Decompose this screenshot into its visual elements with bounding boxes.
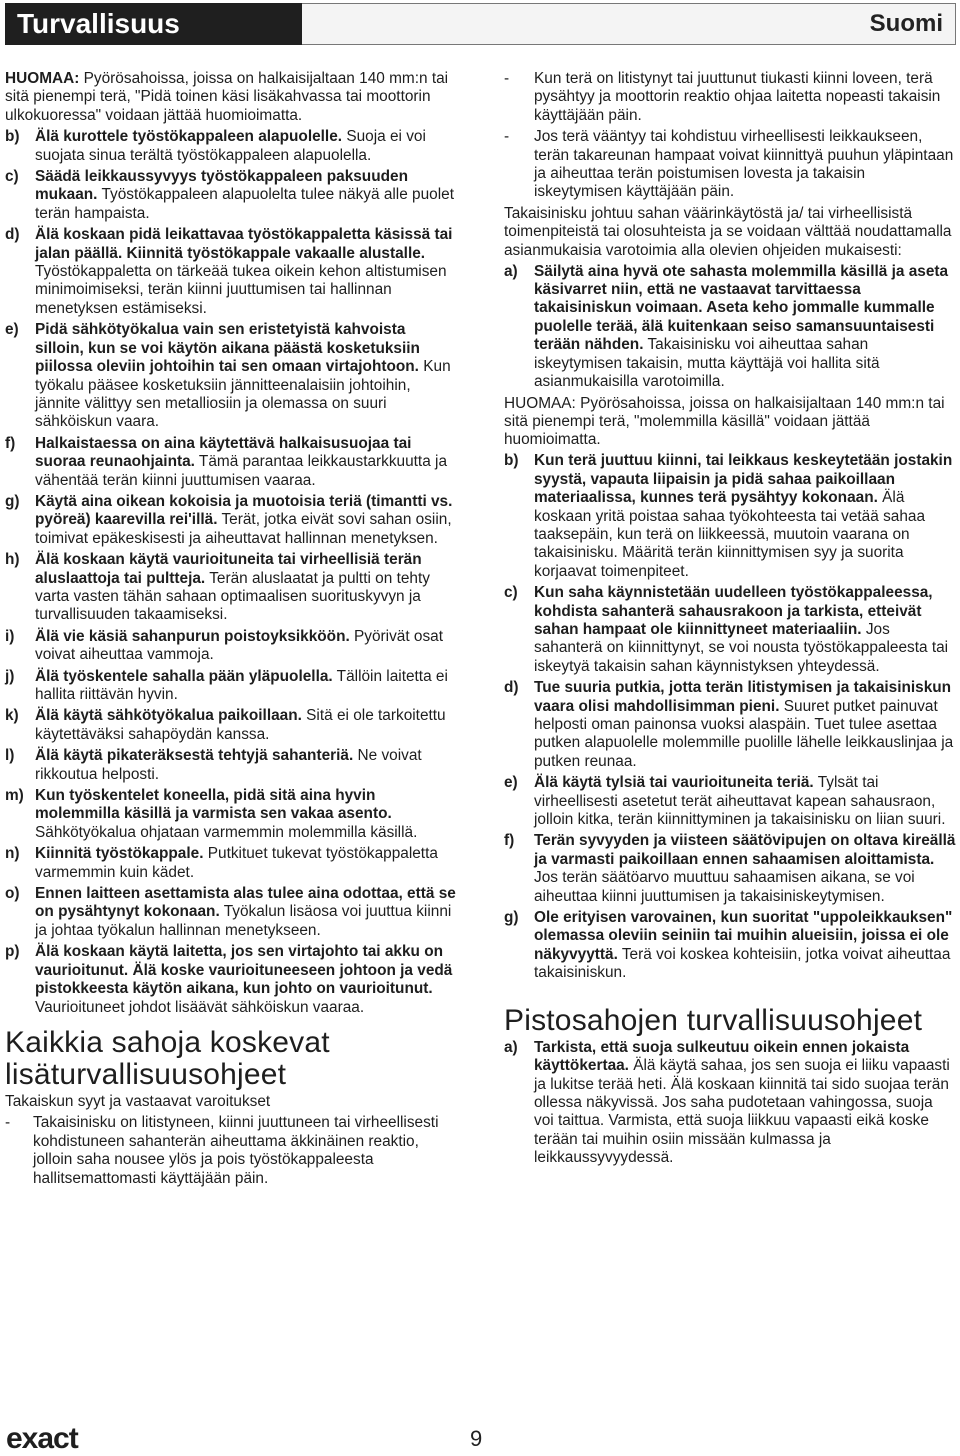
item-label: l) (5, 747, 15, 765)
item-text: Ne voivat rikkoutua helposti. (35, 747, 422, 783)
item-label: k) (5, 707, 19, 725)
item-bold-text: Älä vie käsiä sahanpurun poistoyksikköön. (35, 627, 350, 645)
item-label: b) (504, 452, 519, 470)
item-body (35, 435, 457, 490)
item-body (35, 845, 457, 882)
item-text: Takaisinisku voi aiheuttaa sahan iskeytymisen takaisin, mutta käyttäjä voi hallita sitä asianmukaisilla varotoimilla. (534, 336, 880, 391)
item-text: Terän aluslaatat ja pultti on tehty varta vasten tähän sahaan optimaalisen suorituskyvyn ja turvallisuuden takaamiseksi. (35, 569, 430, 624)
item-bold-text: Kiinnitä työstökappale. (35, 845, 204, 863)
item-text: Putkituet tukevat työstökappaletta varmemmin kuin kädet. (35, 845, 438, 881)
item-label: c) (5, 168, 19, 186)
rule-item (5, 435, 457, 490)
rule-item (504, 1039, 956, 1168)
item-label: i) (5, 627, 15, 645)
note-paragraph (5, 70, 457, 125)
item-body (35, 551, 457, 625)
item-label: n) (5, 845, 20, 863)
item-label: h) (5, 551, 20, 569)
item-label: d) (504, 679, 519, 697)
item-bold-text: Älä kurottele työstökappaleen alapuolelle. (35, 128, 343, 146)
item-text: Pyörivät osat voivat aiheuttaa vammoja. (35, 627, 444, 664)
item-text: Suuret putket painuvat helposti oman painonsa vuoksi alaspäin. Tuet tulee asettaa putken alapuolelle molemmille puolille lähelle leikkauslinjaa ja putken reunaa. (534, 697, 954, 770)
item-body (35, 321, 457, 431)
item-label: e) (5, 321, 19, 339)
item-text: Jos terä vääntyy tai kohdistuu virheellisesti leikkaukseen, terän takareunan hampaat voivat kiinnittyä puuhun yläpintaan ja aiheuttaa terän poistumisen lovesta ja takaisin iskeytymisen käyttäjään päin. (534, 128, 954, 201)
left-column (5, 70, 457, 1191)
rule-item (5, 226, 457, 318)
note-label: HUOMAA: (5, 70, 80, 87)
rule-item (5, 628, 457, 665)
rule-item (5, 551, 457, 625)
rule-item (504, 263, 956, 392)
item-label: - (504, 128, 510, 146)
item-label: p) (5, 943, 20, 961)
item-text: Terät, jotka eivät sovi sahan osiin, toimivat epäkeskisesti ja aiheuttavat hallinnan menetyksen. (35, 511, 452, 547)
rule-item (5, 128, 457, 165)
item-body (35, 707, 457, 744)
item-bold-text: Älä käytä pikateräksestä tehtyjä sahanteriä. (35, 747, 354, 765)
item-label: c) (504, 584, 518, 602)
item-label: - (504, 70, 510, 87)
item-bold-text: Älä koskaan käytä laitetta, jos sen virtajohto tai akku on vaurioitunut. Älä koske vaurioituneeseen johtoon ja vedä pistokkeesta käytön aikana, kun johto on vaurioitunut. (35, 943, 453, 998)
rule-item (504, 832, 956, 906)
item-text: Tylsät tai virheellisesti asetetut terät aiheuttavat kapean sahausraon, jolloin kitka, terän kiinnittyminen ja takaisinisku on liian suuri. (534, 774, 946, 829)
right-rule-list-a (504, 263, 956, 392)
rule-item (5, 787, 457, 842)
item-body (534, 909, 956, 983)
page-header (0, 0, 960, 46)
item-body (35, 943, 457, 1017)
rule-item (5, 668, 457, 705)
right-rule-list-c (504, 1039, 956, 1168)
rule-item (5, 493, 457, 548)
item-bold-text: Älä koskaan pidä leikattavaa työstökappaletta käsissä tai jalan päällä. Kiinnitä työstökappale vakaalle alustalle. (35, 226, 453, 262)
item-text: Suoja ei voi suojata sinua terältä työstökappaleen alapuolella. (35, 128, 426, 164)
rule-item (504, 679, 956, 771)
item-body (35, 747, 457, 784)
item-bold-text: Halkaistaessa on aina käytettävä halkaisusuojaa tai suoraa reunaohjainta. (35, 434, 412, 471)
item-body (534, 1039, 956, 1168)
item-body (534, 70, 956, 125)
item-text: Sähkötyökalua ohjataan varmemmin molemmilla käsillä. (35, 823, 418, 841)
rule-item (5, 707, 457, 744)
item-bold-text: Älä käytä tylsiä tai vaurioituneita teriä. (534, 774, 814, 792)
language-label: Suomi (302, 3, 956, 45)
note-text: Pyörösahoissa, joissa on halkaisijaltaan 140 mm:n tai sitä pienempi terä, "Pidä toinen käsi lisäkahvassa tai moottorin ulkokuoressa" voidaan jättää huomioimatta. (5, 70, 449, 124)
item-bold-text: Tue suuria putkia, jotta terän litistymisen ja takaisiniskun vaara olisi mahdollisimman pieni. (534, 679, 952, 715)
page-number: 9 (470, 1426, 483, 1451)
item-label: m) (5, 787, 24, 805)
item-body (35, 128, 457, 165)
item-label: f) (504, 832, 515, 850)
item-text: Vaurioituneet johdot lisäävät sähköiskun vaaraa. (35, 998, 365, 1016)
item-bold-text: Pidä sähkötyökalua vain sen eristetyistä kahvoista silloin, kun se voi käytön aikana päästä kosketuksiin piilossa oleviin johtoihin tai sen omaan virtajohtoon. (35, 321, 420, 376)
item-body (35, 226, 457, 318)
item-label: - (5, 1114, 11, 1132)
item-bold-text: Älä käytä sähkötyökalua paikoillaan. (35, 707, 302, 725)
right-rule-list-b (504, 452, 956, 982)
item-text: Älä koskaan yritä poistaa sahaa työkohteesta tai vetää sahaa taaksepäin, kun terä on liikkeessä, muutoin vaarana on takaisinisku. Määritä terän kiinnittymisen syy ja suorita korjaavat toimenpiteet. (534, 489, 926, 580)
rule-item (504, 774, 956, 829)
rule-item (5, 845, 457, 882)
item-body (534, 452, 956, 581)
item-label: e) (504, 774, 518, 792)
item-body (534, 128, 956, 202)
item-text: Takaisinisku on litistyneen, kiinni juuttuneen tai virheellisesti kohdistuneen sahanterän aiheuttama äkkinäinen reaktio, jolloin saha nousee ylös ja pois työstökappaleesta hallitsemattomasti käyttäjään päin. (33, 1114, 439, 1187)
item-label: o) (5, 885, 20, 903)
item-body (534, 263, 956, 392)
exact-logo (6, 1425, 136, 1451)
item-text: Tämä parantaa leikkaustarkkuutta ja vähentää terän kiinni juuttumisen vaaraa. (35, 453, 448, 489)
item-text: Jos sahanterä on kiinnittynyt, se voi nousta työstökappaleesta tai iskeytyä takaisin sahan käynnistyksen yhteydessä. (534, 620, 949, 675)
item-label: j) (5, 667, 15, 685)
rule-item (5, 168, 457, 223)
item-text: Sitä ei ole tarkoitettu käytettäväksi sahapöydän kanssa. (35, 707, 446, 743)
item-body (35, 493, 457, 548)
item-body (534, 679, 956, 771)
item-text: Kun työkalu pääsee kosketuksiin jännitteenalaisiin johtoihin, jännite välittyy sen metalliosiin ja olemassa on suuri sähköiskun vaara. (35, 358, 451, 431)
item-body (534, 584, 956, 676)
dash-list-item (504, 128, 956, 202)
item-label: g) (5, 492, 20, 510)
item-text: Älä käytä sahaa, jos sen suoja ei liiku vapaasti ja lukitse terää heti. Älä koskaan kiinnitä tai sido suojaa terän ollessa näkyvissä. Jos saha pudotetaan vahingossa, suoja voi taittua. Varmista, että suoja liikkuu vapaasti eikä koske terään tai muihin osiin missään kulmassa ja leikkaussyvyydessä. (534, 1057, 950, 1167)
dash-list-item (504, 70, 956, 125)
item-text: Terä voi koskea kohteisiin, jotka voivat aiheuttaa takaisiniskun. (534, 945, 951, 982)
item-label: b) (5, 128, 20, 146)
item-bold-text: Ennen laitteen asettamista alas tulee aina odottaa, että se on pysähtynyt kokonaan. (35, 885, 456, 921)
item-body (35, 168, 457, 223)
kickback-subheading: Takaiskun syyt ja vastaavat varoitukset (5, 1092, 271, 1110)
item-label: f) (5, 434, 16, 452)
item-bold-text: Säilytä aina hyvä ote sahasta molemmilla käsillä ja aseta käsivarret niin, että ne vastaavat tarvittaessa takaisiniskun voimaan. Aseta keho jommalle kummalle puolelle terää, älä kuitenkaan seiso samansuuntaisesti terään nähden. (534, 262, 949, 354)
item-body (35, 787, 457, 842)
logo-wordmark: exact (6, 1425, 78, 1451)
rule-item (5, 747, 457, 784)
right-dash-list (504, 70, 956, 202)
item-bold-text: Ole erityisen varovainen, kun suoritat "uppoleikkauksen" olemassa oleviin seiniin tai muihin alueisiin, joissa ei ole näkyvyyttä. (534, 909, 953, 963)
item-bold-text: Älä työskentele sahalla pään yläpuolella. (35, 667, 333, 685)
item-body (534, 774, 956, 829)
item-body (33, 1114, 457, 1188)
item-body (35, 668, 457, 705)
item-label: a) (504, 262, 518, 280)
item-label: a) (504, 1038, 518, 1056)
rule-item (5, 885, 457, 940)
item-text: Jos terän säätöarvo muuttuu sahaamisen aikana, se voi aiheuttaa kiinni juuttumisen ja takaisiniskeytymisen. (534, 869, 915, 905)
left-rule-list (5, 128, 457, 1017)
item-bold-text: Kun terä juuttuu kiinni, tai leikkaus keskeytetään jostakin syystä, vapauta liipaisin ja pidä sahaa paikoillaan materiaalissa, kunnes terä pysähtyy kokonaan. (534, 452, 953, 507)
item-label: g) (504, 909, 519, 927)
item-bold-text: Terän syvyyden ja viisteen säätövipujen on oltava kireällä ja varmasti paikoillaan ennen sahaamisen aloittamista. (534, 832, 956, 868)
right-column (504, 70, 956, 1171)
kickback-paragraph: Takaisinisku johtuu sahan väärinkäytöstä ja/ tai virheellisistä toimenpiteistä tai olosuhteista ja se voidaan välttää noudattamalla asianmukaisia varotoimia alla olevien ohjeiden mukaisesti: (504, 204, 952, 259)
item-text: Kun terä on litistynyt tai juuttunut tiukasti kiinni loveen, terä pysähtyy ja moottorin reaktio ohjaa laitetta nopeasti takaisin käyttäjään päin. (534, 70, 941, 124)
item-bold-text: Säädä leikkaussyvyys työstökappaleen paksuuden mukaan. (35, 168, 408, 204)
dash-list-item (5, 1114, 457, 1188)
item-bold-text: Älä koskaan käytä vaurioituneita tai virheellisiä terän aluslaattoja tai pultteja. (35, 551, 422, 587)
item-bold-text: Kun työskentelet koneella, pidä sitä aina hyvin molemmilla käsillä ja varmista sen vakaa asento. (35, 787, 392, 823)
rule-item (504, 452, 956, 581)
item-text: Tällöin laitetta ei hallita riittävän hyvin. (35, 667, 448, 703)
item-label: d) (5, 226, 20, 244)
item-body (35, 885, 457, 940)
left-dash-list (5, 1114, 457, 1188)
item-bold-text: Kun saha käynnistetään uudelleen työstökappaleessa, kohdista sahanterä sahausrakoon ja tarkista, etteivät sahan hampaat ole kiinnittyneet materiaaliin. (534, 584, 933, 638)
item-body (35, 628, 457, 665)
item-text: Työstökappaletta on tärkeää tukea oikein kehon altistumisen minimoimiseksi, terän kiinni juuttumisen tai hallinnan menetyksen estämiseksi. (35, 263, 447, 317)
rule-item (504, 584, 956, 676)
rule-item (5, 943, 457, 1017)
section-heading-all-saws: Kaikkia sahoja koskevat lisäturvallisuusohjeet (5, 1025, 330, 1091)
item-text: Työstökappaleen alapuolelta tulee näkyä alle puolet terän hampaista. (35, 186, 454, 222)
note-paragraph-2: HUOMAA: Pyörösahoissa, joissa on halkaisijaltaan 140 mm:n tai sitä pienempi terä, "molemmilla käsillä" voidaan jättää huomioimatta. (504, 394, 945, 449)
item-body (534, 832, 956, 906)
section-heading-jigsaws: Pistosahojen turvallisuusohjeet (504, 1003, 923, 1037)
rule-item (5, 321, 457, 431)
rule-item (504, 909, 956, 983)
item-bold-text: Tarkista, että suoja sulkeutuu oikein ennen jokaista käyttökertaa. (534, 1038, 910, 1075)
item-text: Työkalun lisäosa voi juuttua kiinni ja johtaa työkalun hallinnan menetykseen. (35, 903, 452, 939)
item-bold-text: Käytä aina oikean kokoisia ja muotoisia teriä (timantti vs. pyöreä) kaarevilla rei'illä. (35, 492, 453, 529)
section-title: Turvallisuus (5, 3, 302, 45)
